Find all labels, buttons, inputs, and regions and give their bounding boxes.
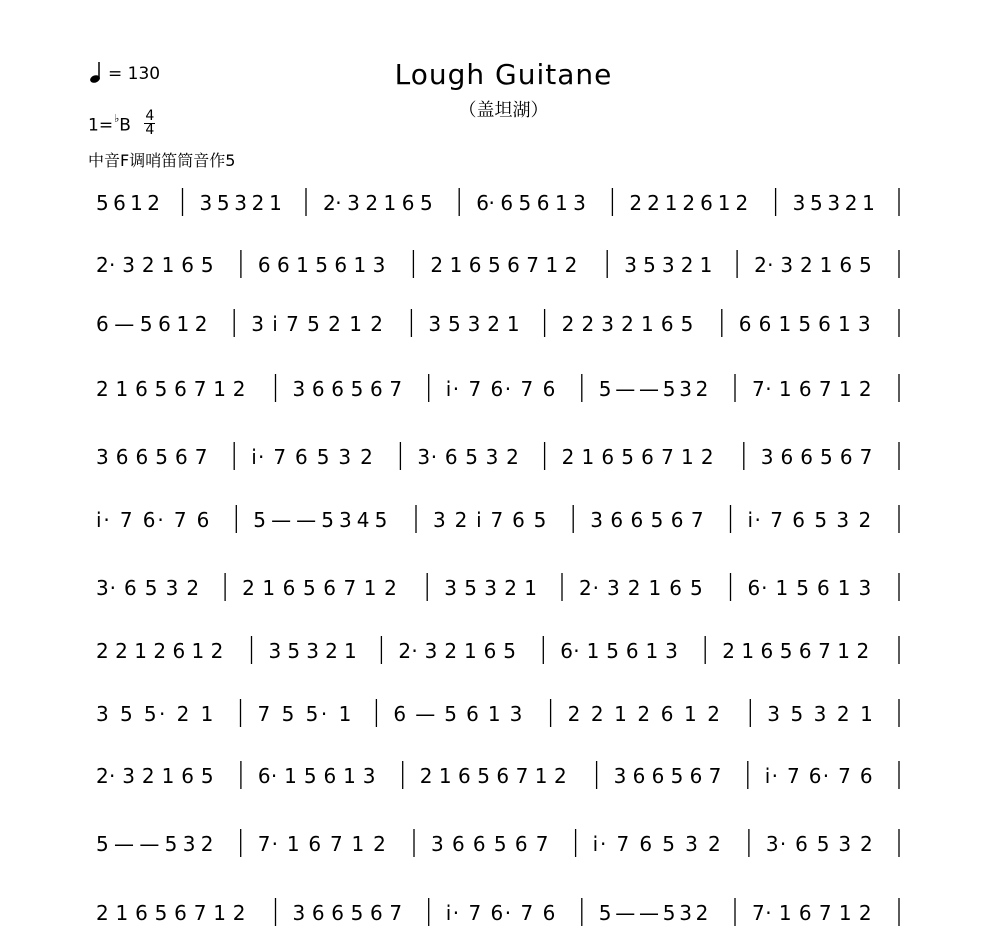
measure: 2 1 6 5 6 7 1 2 [96, 377, 246, 401]
measure: 5 — — 5 3 4 5 [253, 508, 388, 532]
measure: 3 i 7 5 2 1 2 [251, 312, 383, 336]
measure: 2 1 6 5 6 7 1 2 [419, 764, 567, 788]
measure: 3 5 3 2 1 [268, 639, 357, 663]
measure: 3 6 6 5 6 7 [292, 377, 403, 401]
measure: 7· 1 6 7 1 2 [257, 832, 386, 856]
measure: 3· 6 5 3 2 [765, 832, 873, 856]
measure: 3 6 6 5 6 7 [590, 508, 704, 532]
measure: 2 1 6 5 6 7 1 2 [242, 576, 397, 600]
measure: 3 6 6 5 6 7 [760, 445, 873, 469]
measure: 3 5 3 2 1 [199, 191, 282, 215]
measure: 2· 3 2 1 6 5 [579, 576, 703, 600]
measure: 6· 1 5 6 1 3 [747, 576, 872, 600]
measure: 6· 1 5 6 1 3 [257, 764, 376, 788]
measure: i· 7 6· 7 6 [445, 377, 556, 401]
measure: i· 7 6 5 3 2 [747, 508, 872, 532]
measure: i· 7 6 5 3 2 [592, 832, 721, 856]
measure: 2· 3 2 1 6 5 [96, 253, 214, 277]
tempo-value: = 130 [108, 64, 161, 84]
measure: 3 5 3 2 1 [767, 702, 873, 726]
measure: 3 2 i 7 6 5 [433, 508, 547, 532]
score-row [96, 636, 899, 664]
measure: 3 6 6 5 6 7 [96, 445, 208, 469]
measure: 6 — 5 6 1 2 [96, 312, 208, 336]
measure: 6 — 5 6 1 3 [393, 702, 523, 726]
key-prefix: 1= [88, 115, 114, 136]
measure: 3 6 6 5 6 7 [431, 832, 549, 856]
measure: 7 5 5· 1 [257, 702, 352, 726]
measure: 6· 1 5 6 1 3 [560, 639, 678, 663]
measure: 2· 3 2 1 6 5 [323, 191, 433, 215]
measure: 2 1 6 5 6 7 1 2 [561, 445, 714, 469]
flat-icon: ♭ [114, 111, 120, 125]
song-subtitle: （盖坦湖） [458, 100, 549, 121]
time-signature-top: 4 [145, 108, 155, 124]
measure: 5 6 1 2 [96, 191, 160, 215]
measure: 2· 3 2 1 6 5 [398, 639, 516, 663]
measure: 2 2 1 2 6 1 2 [567, 702, 720, 726]
score-row [96, 761, 899, 789]
measure: 7· 1 6 7 1 2 [752, 901, 872, 925]
measure: 7· 1 6 7 1 2 [752, 377, 872, 401]
measure: 5 — — 5 3 2 [598, 901, 709, 925]
measure: 2 1 6 5 6 7 1 2 [96, 901, 246, 925]
measure: 5 — — 5 3 2 [598, 377, 709, 401]
score-row [96, 442, 899, 470]
measure: 3 6 6 5 6 7 [292, 901, 403, 925]
measure: 3 5 3 2 1 [792, 191, 875, 215]
measure: 2 1 6 5 6 7 1 2 [722, 639, 870, 663]
measure: 2 2 1 2 6 1 2 [629, 191, 749, 215]
song-title: Lough Guitane [394, 58, 613, 91]
measure: 3 5 3 2 1 [428, 312, 520, 336]
measure: 3 5 3 2 1 [624, 253, 713, 277]
score-row [96, 573, 899, 601]
score-row [96, 309, 899, 337]
measure: i· 7 6· 7 6 [445, 901, 556, 925]
key-letter: B [119, 115, 131, 136]
measure: 5 — — 5 3 2 [96, 832, 214, 856]
score-row [96, 188, 899, 216]
score-row [96, 250, 899, 278]
measure: 2· 3 2 1 6 5 [96, 764, 214, 788]
measure: 6 6 1 5 6 1 3 [257, 253, 386, 277]
measure: i· 7 6· 7 6 [96, 508, 210, 532]
measure: 3· 6 5 3 2 [417, 445, 519, 469]
time-signature-bottom: 4 [145, 122, 155, 138]
score-row [96, 505, 899, 533]
measure: i· 7 6· 7 6 [764, 764, 873, 788]
score-row [96, 829, 899, 857]
measure: 3 5 5· 2 1 [96, 702, 214, 726]
measure: 6 6 1 5 6 1 3 [738, 312, 871, 336]
instrument-note: 中音F调哨笛筒音作5 [88, 151, 236, 170]
measure: 6· 6 5 6 1 3 [476, 191, 586, 215]
measure: 2 2 1 2 6 1 2 [96, 639, 224, 663]
measure: i· 7 6 5 3 2 [251, 445, 373, 469]
score-row [96, 699, 899, 727]
measure: 3 6 6 5 6 7 [613, 764, 722, 788]
measure: 2 2 3 2 1 6 5 [561, 312, 694, 336]
score-row [96, 374, 899, 402]
measure: 3 5 3 2 1 [444, 576, 537, 600]
measure: 2 1 6 5 6 7 1 2 [430, 253, 578, 277]
measure: 2· 3 2 1 6 5 [754, 253, 872, 277]
measure: 3· 6 5 3 2 [96, 576, 200, 600]
score-row [96, 898, 899, 926]
